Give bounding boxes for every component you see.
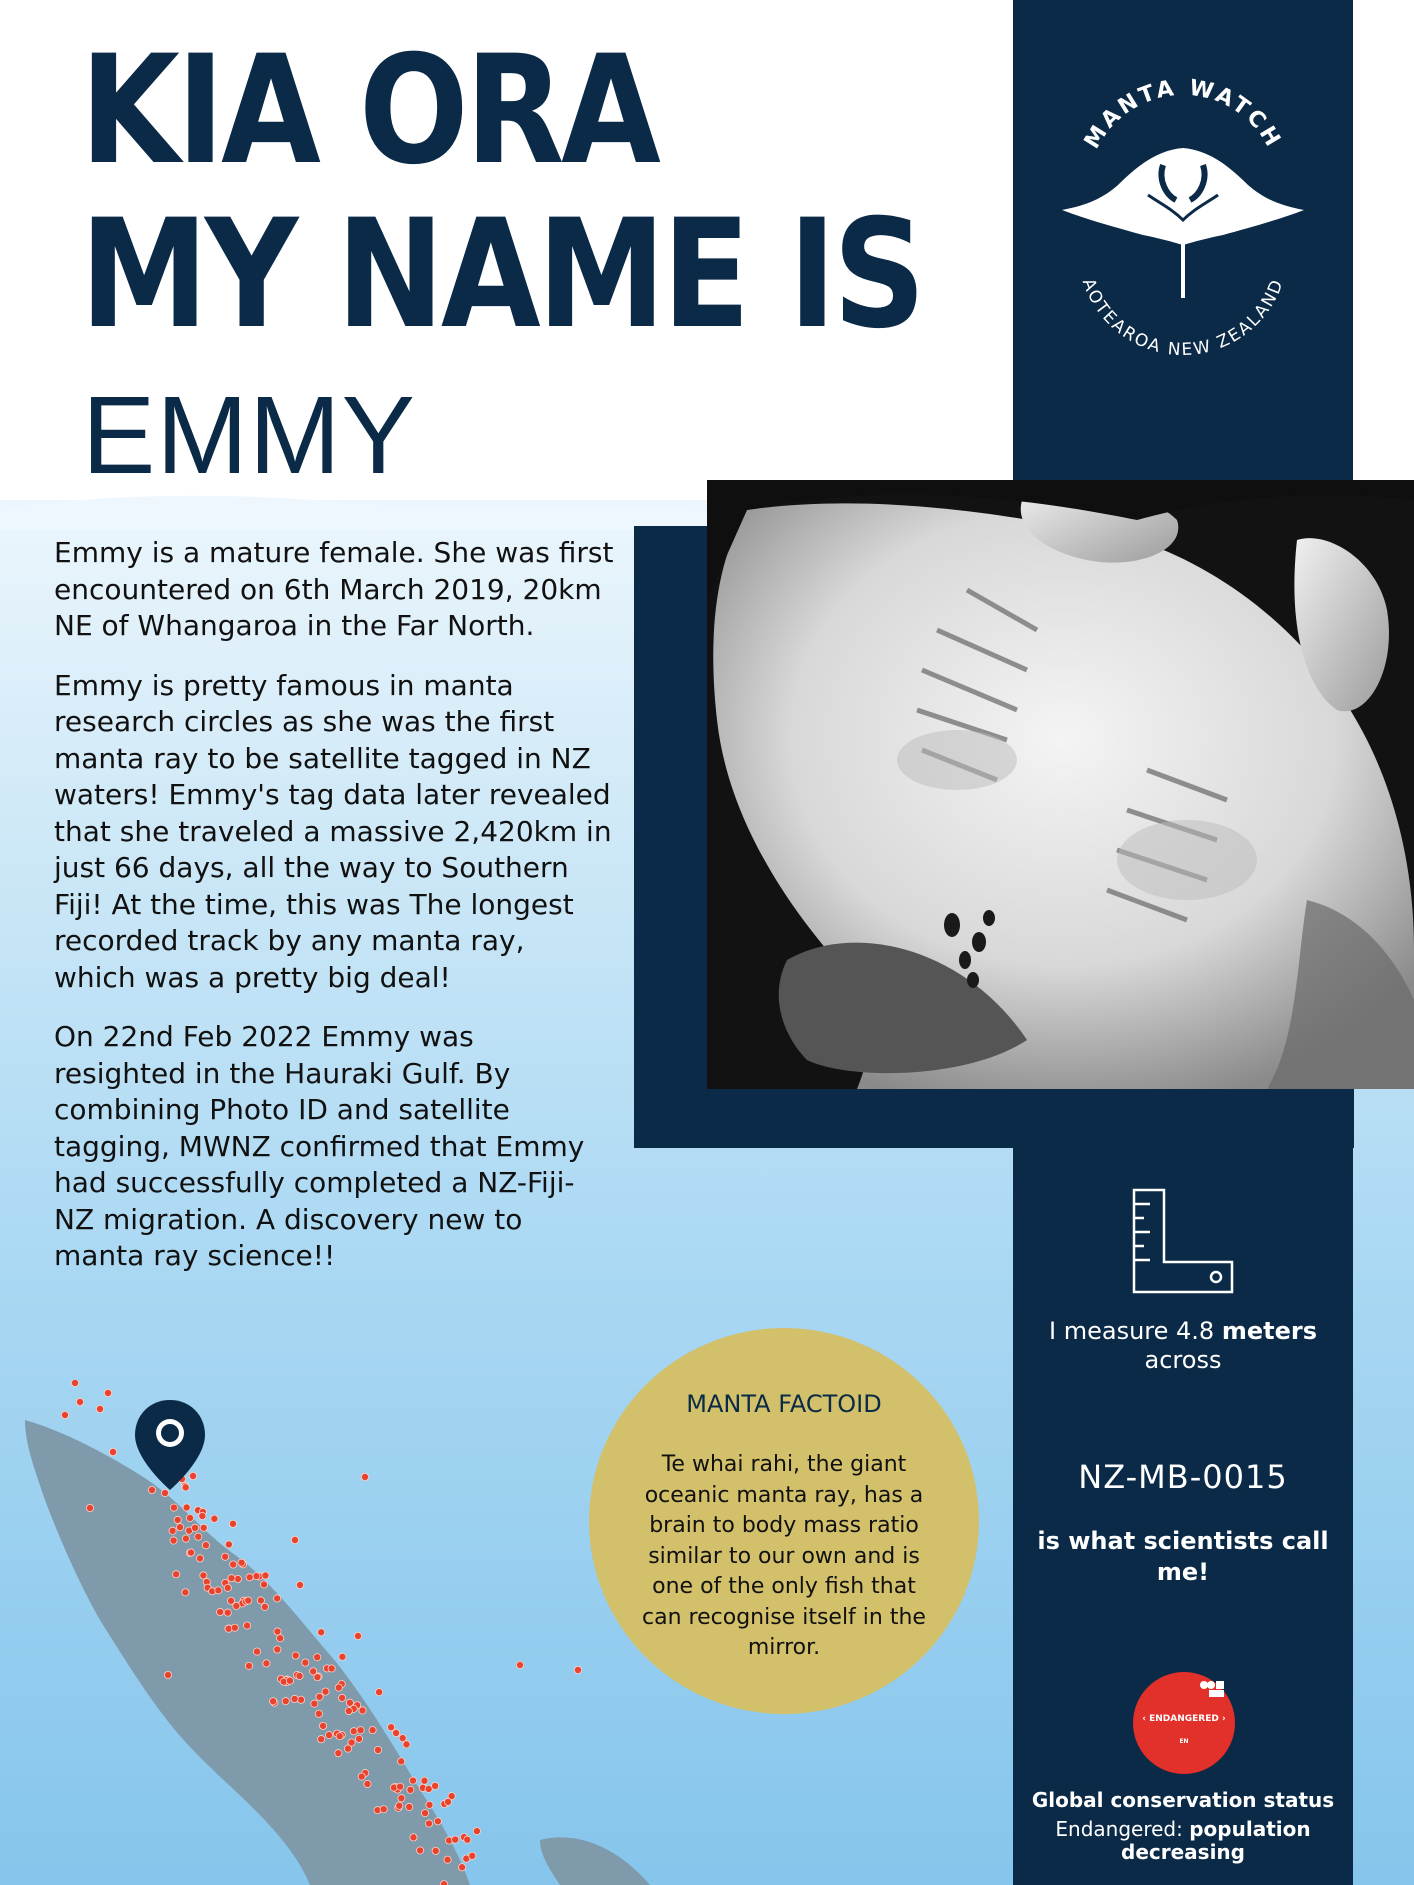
- sighting-dot: [274, 1628, 281, 1635]
- sighting-dot: [392, 1729, 399, 1736]
- sighting-dot: [211, 1515, 218, 1522]
- measure-prefix: I measure 4.8: [1049, 1317, 1222, 1345]
- sighting-dot: [432, 1782, 439, 1789]
- sighting-dot: [187, 1549, 194, 1556]
- sighting-dot: [291, 1695, 298, 1702]
- sighting-dot: [464, 1836, 471, 1843]
- sighting-dot: [297, 1696, 304, 1703]
- sighting-dot: [410, 1834, 417, 1841]
- sighting-dot: [396, 1802, 403, 1809]
- sighting-dot: [302, 1659, 309, 1666]
- sighting-dot: [469, 1852, 476, 1859]
- measurement-text: [1013, 1317, 1353, 1375]
- sighting-dot: [473, 1827, 480, 1834]
- sighting-dot: [222, 1553, 229, 1560]
- sighting-dot: [161, 1489, 168, 1496]
- sighting-dot: [228, 1575, 235, 1582]
- sighting-dot: [369, 1727, 376, 1734]
- sighting-dot: [61, 1411, 68, 1418]
- sighting-dot: [274, 1595, 281, 1602]
- sighting-dot: [357, 1727, 364, 1734]
- sighting-dot: [336, 1733, 343, 1740]
- sighting-dot: [516, 1661, 523, 1668]
- sighting-dot: [355, 1735, 362, 1742]
- sighting-dot: [76, 1398, 83, 1405]
- northland-landmass: [25, 1420, 470, 1885]
- sighting-dot: [314, 1674, 321, 1681]
- conservation-status-title: Global conservation status: [1031, 1788, 1335, 1812]
- sighting-dot: [186, 1514, 193, 1521]
- sighting-dot: [245, 1597, 252, 1604]
- sighting-dot: [260, 1581, 267, 1588]
- sighting-dot: [387, 1724, 394, 1731]
- factoid-circle: [589, 1328, 979, 1714]
- sighting-dot: [376, 1689, 383, 1696]
- sighting-dot: [243, 1622, 250, 1629]
- conservation-status-text: [1013, 1818, 1353, 1864]
- sighting-dot: [189, 1472, 196, 1479]
- sighting-dot: [574, 1666, 581, 1673]
- endangered-code: EN: [1179, 1738, 1189, 1745]
- sighting-dot: [86, 1504, 93, 1511]
- endangered-badge: [1133, 1672, 1235, 1774]
- sighting-dot: [314, 1654, 321, 1661]
- sighting-dot: [182, 1589, 189, 1596]
- sighting-dot: [191, 1524, 198, 1531]
- story-paragraph-2: Emmy is pretty famous in manta research circles as she was the first manta ray to be satellite tagged in NZ waters! Emmy's tag data later revealed that she traveled a massive 2,420km in just 66 days, all the way to Southern Fiji! At the time, this was The longest recorded track by any manta ray, which was a pretty big deal!: [54, 668, 612, 994]
- sighting-dot: [426, 1801, 433, 1808]
- sighting-dot: [274, 1646, 281, 1653]
- sighting-dot: [246, 1574, 253, 1581]
- factoid-title: MANTA FACTOID: [686, 1390, 882, 1418]
- sighting-dot: [169, 1527, 176, 1534]
- sighting-dot: [403, 1741, 410, 1748]
- sighting-dot: [417, 1847, 424, 1854]
- sighting-dot: [345, 1707, 352, 1714]
- sighting-dot: [315, 1710, 322, 1717]
- sighting-dot: [361, 1473, 368, 1480]
- measure-unit: meters: [1221, 1317, 1317, 1345]
- sighting-dot: [230, 1561, 237, 1568]
- sighting-dot: [270, 1698, 277, 1705]
- ruler-icon: [1130, 1188, 1235, 1294]
- sighting-dot: [183, 1504, 190, 1511]
- sighting-dot: [182, 1484, 189, 1491]
- sighting-dot: [296, 1581, 303, 1588]
- sighting-dot: [339, 1653, 346, 1660]
- sighting-dot: [318, 1736, 325, 1743]
- sighting-dot: [328, 1665, 335, 1672]
- sighting-dot: [104, 1389, 111, 1396]
- sighting-dot: [364, 1780, 371, 1787]
- sighting-dot: [319, 1722, 326, 1729]
- sighting-dot: [354, 1632, 361, 1639]
- sighting-dot: [174, 1516, 181, 1523]
- sighting-dot: [291, 1536, 298, 1543]
- sighting-dot: [262, 1572, 269, 1579]
- endangered-label: ‹ ENDANGERED ›: [1142, 1714, 1226, 1724]
- measure-suffix: across: [1144, 1346, 1222, 1374]
- sighting-dot: [215, 1587, 222, 1594]
- sighting-dot: [398, 1758, 405, 1765]
- story-text: [54, 535, 614, 1298]
- sighting-dot: [164, 1671, 171, 1678]
- sighting-dot: [277, 1635, 284, 1642]
- sighting-dot: [397, 1783, 404, 1790]
- sighting-dot: [348, 1739, 355, 1746]
- sighting-dot: [199, 1512, 206, 1519]
- sighting-dot: [200, 1524, 207, 1531]
- manta-watch-logo: [1048, 70, 1318, 360]
- sighting-dot: [335, 1750, 342, 1757]
- sighting-dot: [195, 1533, 202, 1540]
- svg-text:MANTA WATCH: [1080, 76, 1286, 154]
- sighting-dot: [202, 1542, 209, 1549]
- scientific-caption: is what scientists call me!: [1037, 1527, 1329, 1586]
- factoid-text: Te whai rahi, the giant oceanic manta ray, has a brain to body mass ratio similar to our own and is one of the only fish that can recognise itself in the mirror.: [642, 1452, 926, 1660]
- sighting-dot: [109, 1448, 116, 1455]
- sighting-dot: [263, 1660, 270, 1667]
- sighting-dot: [176, 1524, 183, 1531]
- sighting-dot: [196, 1555, 203, 1562]
- sighting-dot: [358, 1773, 365, 1780]
- sighting-dot: [407, 1786, 414, 1793]
- sighting-dot: [296, 1672, 303, 1679]
- story-paragraph-3: On 22nd Feb 2022 Emmy was resighted in the Hauraki Gulf. By combining Photo ID and satellite tagging, MWNZ confirmed that Emmy had successfully completed a NZ-Fiji-NZ migration. A discovery new to manta ray science!!: [54, 1020, 585, 1272]
- sighting-dot: [444, 1856, 451, 1863]
- scientific-id: NZ-MB-0015: [1078, 1458, 1288, 1496]
- sighting-dot: [170, 1537, 177, 1544]
- sighting-dot: [229, 1520, 236, 1527]
- sighting-dot: [311, 1700, 318, 1707]
- sighting-dot: [452, 1836, 459, 1843]
- sighting-dot: [148, 1486, 155, 1493]
- sighting-dot: [326, 1731, 333, 1738]
- sighting-dot: [224, 1609, 231, 1616]
- iucn-logo-icon: [1199, 1680, 1225, 1698]
- sighting-dot: [257, 1597, 264, 1604]
- sighting-dot: [406, 1803, 413, 1810]
- title-name-intro: MY NAME IS: [80, 188, 923, 362]
- sighting-dot: [234, 1575, 241, 1582]
- manta-name: EMMY: [82, 374, 416, 497]
- sighting-dot: [200, 1572, 207, 1579]
- status-trend: population decreasing: [1121, 1817, 1311, 1864]
- manta-logo-icon: [1062, 148, 1304, 298]
- sighting-dot: [335, 1684, 342, 1691]
- sighting-dot: [380, 1806, 387, 1813]
- sighting-dot: [253, 1572, 260, 1579]
- landmass-coromandel: [540, 1837, 650, 1885]
- sighting-dot: [238, 1559, 245, 1566]
- sighting-dot: [440, 1881, 447, 1885]
- sighting-dot: [350, 1728, 357, 1735]
- sighting-dot: [458, 1864, 465, 1871]
- sighting-dot: [421, 1777, 428, 1784]
- logo-bottom-text: AOTEAROA NEW ZEALAND: [1077, 275, 1289, 360]
- sighting-dot: [231, 1624, 238, 1631]
- sighting-dot: [425, 1820, 432, 1827]
- manta-photo: [707, 480, 1414, 1089]
- sighting-dot: [316, 1693, 323, 1700]
- sighting-dot: [225, 1541, 232, 1548]
- sighting-dot: [432, 1847, 439, 1854]
- sighting-dot: [224, 1584, 231, 1591]
- sighting-dot: [253, 1648, 260, 1655]
- sighting-dot: [233, 1602, 240, 1609]
- sighting-dot: [245, 1662, 252, 1669]
- sighting-dot: [421, 1809, 428, 1816]
- sighting-dot: [173, 1571, 180, 1578]
- sighting-dot: [71, 1380, 78, 1387]
- sighting-dot: [217, 1608, 224, 1615]
- sighting-dot: [96, 1405, 103, 1412]
- status-prefix: Endangered:: [1055, 1817, 1190, 1841]
- sighting-dot: [409, 1777, 416, 1784]
- sighting-dot: [182, 1535, 189, 1542]
- sighting-dot: [434, 1818, 441, 1825]
- sighting-dot: [292, 1652, 299, 1659]
- sighting-dot: [398, 1795, 405, 1802]
- sighting-dot: [359, 1707, 366, 1714]
- sighting-dot: [282, 1698, 289, 1705]
- sighting-dot: [444, 1798, 451, 1805]
- sighting-dot: [286, 1677, 293, 1684]
- title-greeting: KIA ORA: [80, 24, 658, 198]
- sighting-dot: [318, 1629, 325, 1636]
- sighting-dot: [322, 1688, 329, 1695]
- sighting-dot: [261, 1603, 268, 1610]
- story-paragraph-1: Emmy is a mature female. She was first encountered on 6th March 2019, 20km NE of Whangaroa in the Far North.: [54, 536, 614, 642]
- sighting-dot: [170, 1504, 177, 1511]
- sighting-dot: [339, 1694, 346, 1701]
- sighting-dot: [374, 1746, 381, 1753]
- logo-top-text: MANTA WATCH: [1079, 75, 1287, 154]
